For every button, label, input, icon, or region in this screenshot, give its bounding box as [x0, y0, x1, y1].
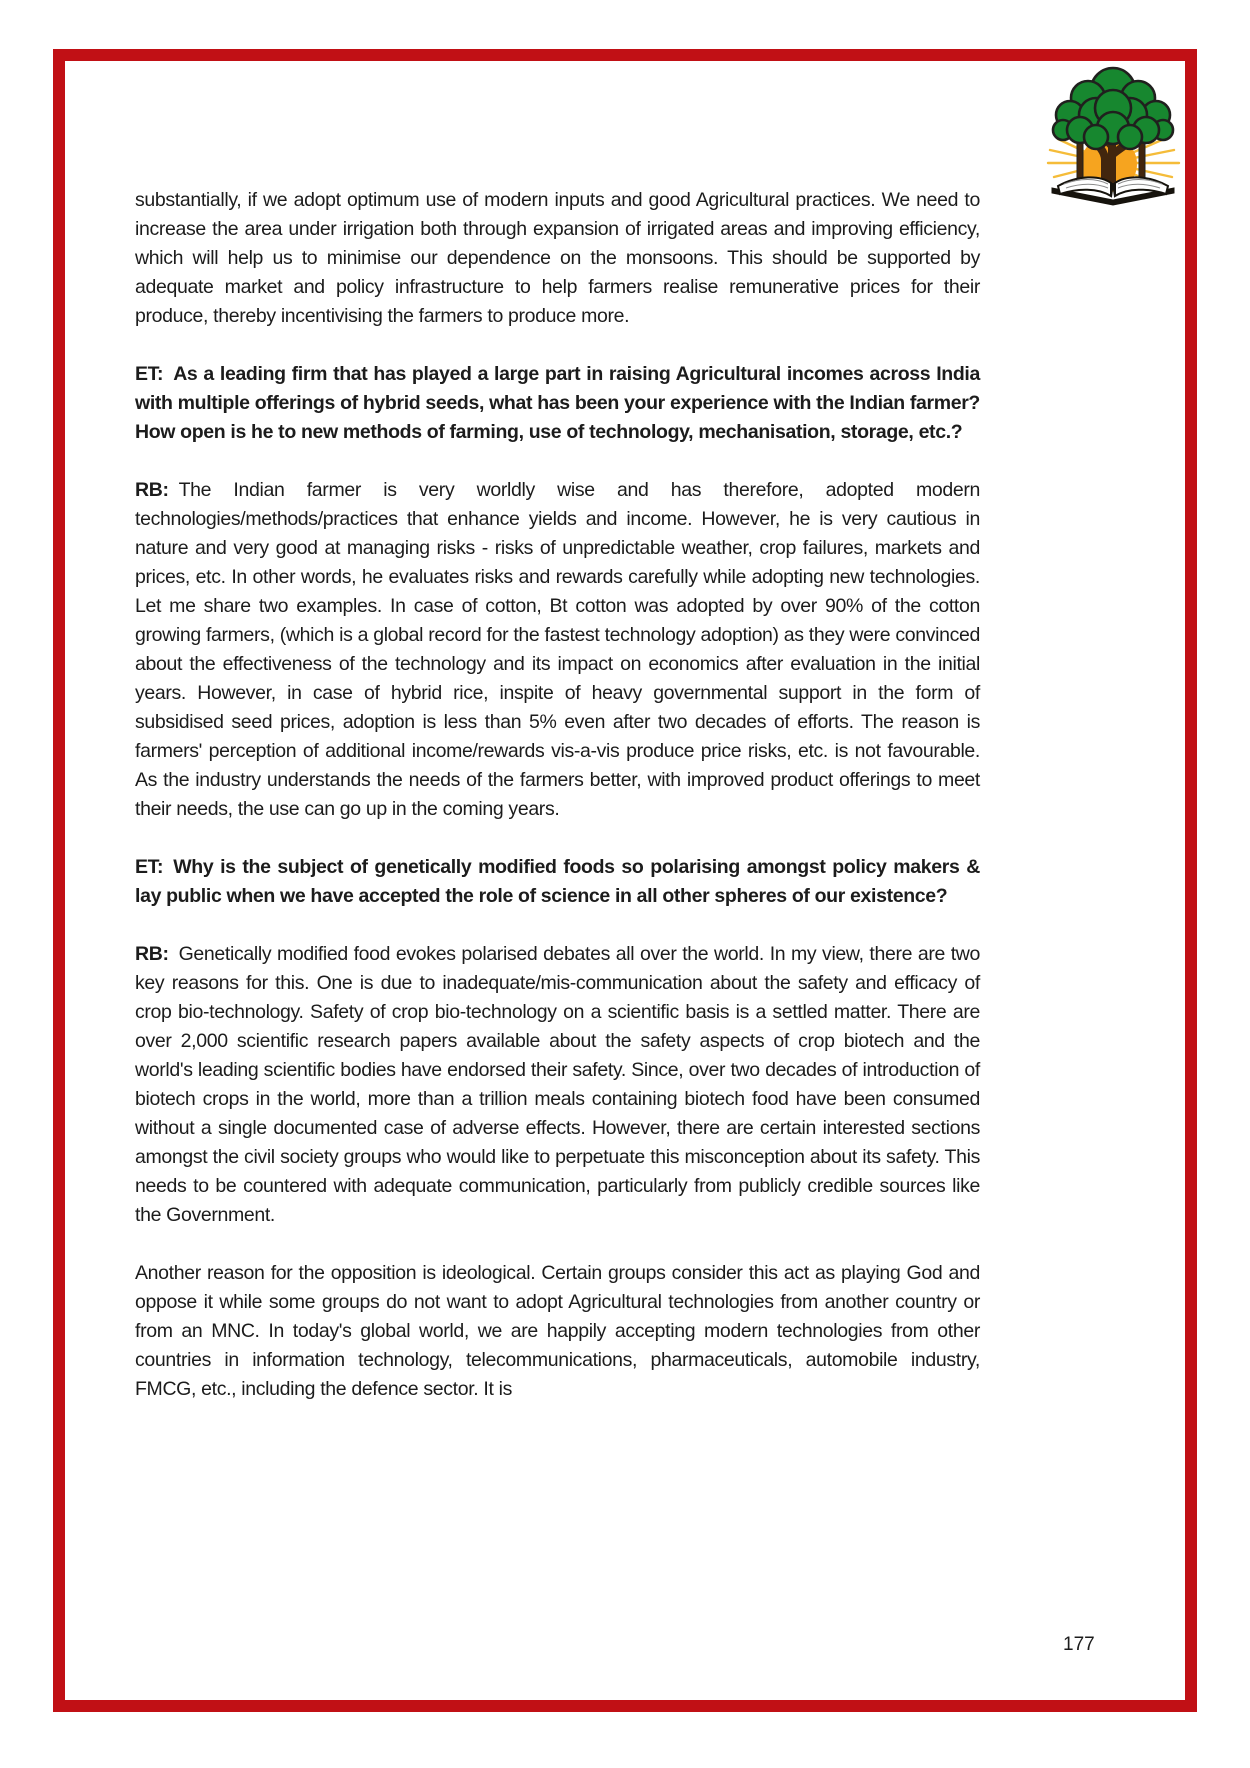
answer-text: Genetically modified food evokes polarised debates all over the world. In my view, there are two key reasons for this. One is due to inadequate/mis-communication about the safety and efficacy of crop bio-technology. Safety of crop bio-technology on a scientific basis is a settled matter. There are over 2,000 scientific research papers available about the safety aspects of crop biotech and the world's leading scientific bodies have endorsed their safety. Since, over two decades of introduction of biotech crops in the world, more than a trillion meals containing biotech food have been consumed without a single documented case of adverse effects. However, there are certain interested sections amongst the civil society groups who would like to perpetuate this misconception about its safety. This needs to be countered with adequate communication, particularly from publicly credible sources like the Government.: [135, 943, 980, 1226]
speaker-label-et: ET:: [135, 856, 164, 878]
speaker-label-et: ET:: [135, 363, 164, 385]
tree-canopy-icon: [1053, 68, 1173, 149]
tree-sun-book-logo: [1038, 60, 1190, 207]
paragraph-intro-continuation: [135, 186, 980, 331]
answer-rb-2: [135, 940, 980, 1230]
page-number: 177: [1063, 1634, 1095, 1655]
paragraph-text: Another reason for the opposition is ideological. Certain groups consider this act as playing God and oppose it while some groups do not want to adopt Agricultural technologies from another country or from an MNC. In today's global world, we are happily accepting modern technologies from other countries in information technology, telecommunications, pharmaceuticals, automobile industry, FMCG, etc., including the defence sector. It is: [135, 1262, 980, 1400]
paragraph-text: substantially, if we adopt optimum use of modern inputs and good Agricultural practices. We need to increase the area under irrigation both through expansion of irrigated areas and improving efficiency, which will help us to minimise our dependence on the monsoons. This should be supported by adequate market and policy infrastructure to help farmers realise remunerative prices for their produce, thereby incentivising the farmers to produce more.: [135, 189, 980, 327]
question-text: Why is the subject of genetically modified foods so polarising amongst policy makers & lay public when we have accepted the role of science in all other spheres of our existence?: [135, 856, 980, 907]
question-et-2: [135, 853, 980, 911]
speaker-label-rb: RB:: [135, 479, 169, 501]
answer-rb-1: [135, 476, 980, 824]
question-et-1: [135, 360, 980, 447]
paragraph-closing: [135, 1259, 980, 1404]
answer-text: The Indian farmer is very worldly wise and has therefore, adopted modern technologies/methods/practices that enhance yields and income. However, he is very cautious in nature and very good at managing risks - risks of unpredictable weather, crop failures, markets and prices, etc. In other words, he evaluates risks and rewards carefully while adopting new technologies. Let me share two examples. In case of cotton, Bt cotton was adopted by over 90% of the cotton growing farmers, (which is a global record for the fastest technology adoption) as they were convinced about the effectiveness of the technology and its impact on economics after evaluation in the initial years. However, in case of hybrid rice, inspite of heavy governmental support in the form of subsidised seed prices, adoption is less than 5% even after two decades of efforts. The reason is farmers' perception of additional income/rewards vis-a-vis produce price risks, etc. is not favourable. As the industry understands the needs of the farmers better, with improved product offerings to meet their needs, the use can go up in the coming years.: [135, 479, 980, 820]
speaker-label-rb: RB:: [135, 943, 169, 965]
document-body: [135, 186, 980, 1404]
question-text: As a leading firm that has played a large part in raising Agricultural incomes across India with multiple offerings of hybrid seeds, what has been your experience with the Indian farmer? How open is he to new methods of farming, use of technology, mechanisation, storage, etc.?: [135, 363, 980, 443]
